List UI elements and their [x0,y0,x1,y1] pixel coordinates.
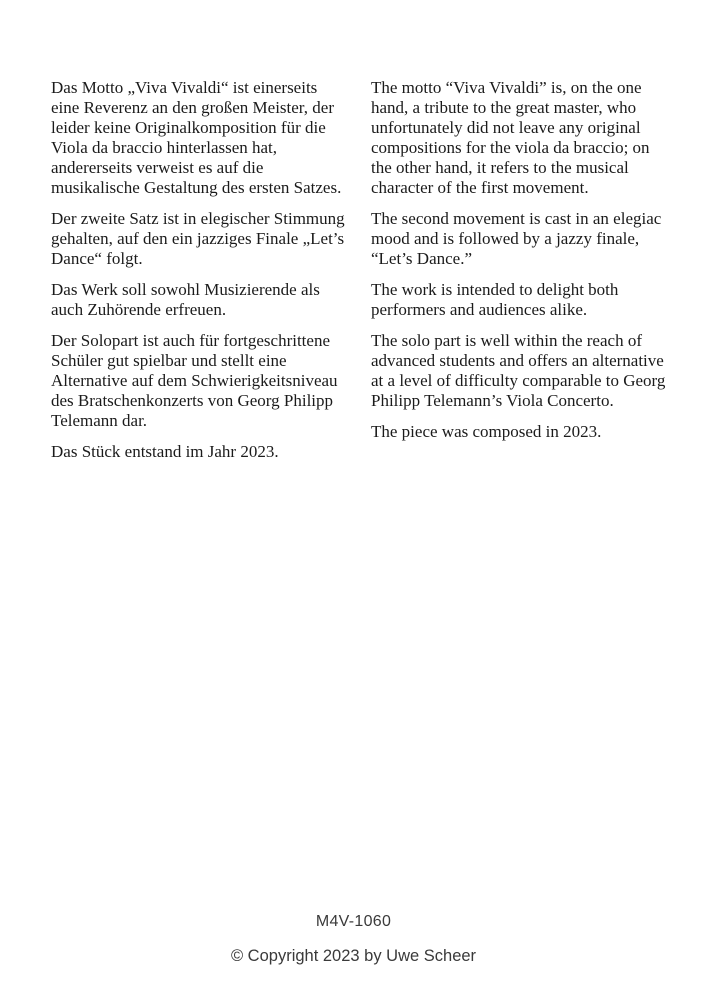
english-paragraph: The solo part is well within the reach of advanced students and offers an alternative at a level of difficulty comparable to Georg Philipp Telemann’s Viola Concerto. [371,331,666,410]
german-paragraph: Das Stück entstand im Jahr 2023. [51,442,279,461]
german-paragraph: Das Motto „Viva Vivaldi“ ist einerseits eine Reverenz an den großen Meister, der leider keine Originalkomposition für die Viola da braccio hinterlassen hat, andererseits verweist es auf die musikalische Gestaltung des ersten Satzes. [51,78,342,197]
german-paragraph: Das Werk soll sowohl Musizierende als auch Zuhörende erfreuen. [51,280,320,319]
german-paragraph: Der zweite Satz ist in elegischer Stimmung gehalten, auf den ein jazziges Finale „Let’s Dance“ folgt. [51,209,345,268]
english-paragraph: The work is intended to delight both performers and audiences alike. [371,280,619,319]
english-paragraph: The motto “Viva Vivaldi” is, on the one hand, a tribute to the great master, who unfortunately did not leave any original compositions for the viola da braccio; on the other hand, it refers to the musical character of the first movement. [371,78,650,197]
catalog-number: M4V-1060 [315,913,392,930]
english-paragraph: The second movement is cast in an elegiac mood and is followed by a jazzy finale, “Let’s Dance.” [371,209,662,268]
english-text-column [371,78,668,453]
copyright-notice: © Copyright 2023 by Uwe Scheer [230,947,477,965]
english-paragraph: The piece was composed in 2023. [371,422,602,441]
german-text-column [51,78,345,473]
german-paragraph: Der Solopart ist auch für fortgeschrittene Schüler gut spielbar und stellt eine Alternative auf dem Schwierigkeitsniveau des Bratschenkonzerts von Georg Philipp Telemann dar. [51,331,338,430]
